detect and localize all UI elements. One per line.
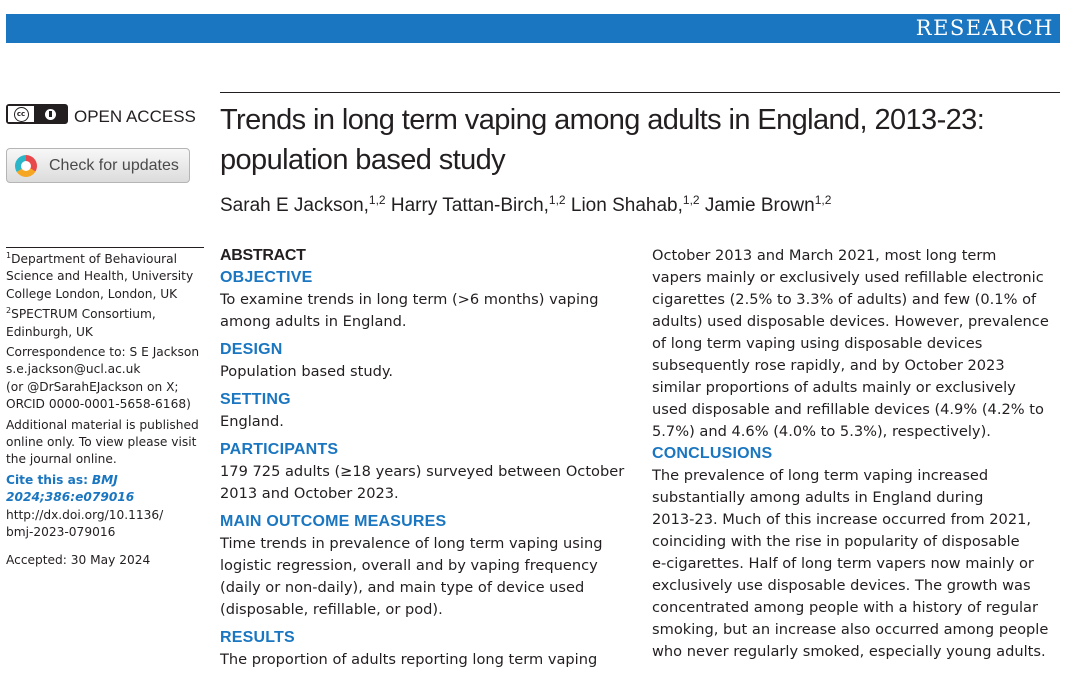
abstract-column-right bbox=[652, 245, 1064, 663]
title-divider bbox=[220, 92, 1060, 93]
body-line: logistic regression, overall and by vaping frequency bbox=[220, 557, 598, 574]
accepted-value: 30 May 2024 bbox=[66, 552, 151, 567]
author-affiliation: 1,2 bbox=[548, 193, 566, 207]
section-heading: SETTING bbox=[220, 391, 291, 408]
additional-line: the journal online. bbox=[6, 452, 117, 467]
body-line: To examine trends in long term (>6 months) vaping bbox=[220, 291, 599, 308]
body-line: cigarettes (2.5% to 3.3% of adults) and few (0.1% of bbox=[652, 291, 1037, 308]
doi-link-continued[interactable]: bmj-2023-079016 bbox=[6, 525, 116, 540]
article-sidebar bbox=[6, 251, 206, 572]
body-line: used disposable and refillable devices (4.9% (4.2% to bbox=[652, 401, 1044, 418]
accepted-date bbox=[6, 552, 206, 569]
citation bbox=[6, 472, 206, 542]
check-for-updates-label: Check for updates bbox=[49, 156, 179, 174]
body-line: The proportion of adults reporting long term vaping bbox=[220, 651, 598, 668]
section-heading: RESULTS bbox=[220, 629, 295, 646]
body-line: concentrated among people with a history of regular bbox=[652, 599, 1038, 616]
affiliation-line: College London, London, UK bbox=[6, 286, 178, 301]
abstract-column-left bbox=[220, 245, 632, 671]
body-line: similar proportions of adults mainly or exclusively bbox=[652, 379, 1016, 396]
accepted-label: Accepted: bbox=[6, 552, 67, 567]
correspondence-line: ORCID 0000-0001-5658-6168) bbox=[6, 397, 191, 412]
correspondence bbox=[6, 344, 206, 414]
author-name[interactable]: Harry Tattan-Birch, bbox=[390, 195, 549, 216]
body-line: October 2013 and March 2021, most long term bbox=[652, 247, 997, 264]
correspondence-line: (or @DrSarahEJackson on X; bbox=[6, 379, 179, 394]
author-list bbox=[220, 194, 831, 218]
body-line: e-cigarettes. Half of long term vapers now mainly or bbox=[652, 555, 1034, 572]
body-line: Population based study. bbox=[220, 363, 394, 380]
section-label: RESEARCH bbox=[915, 16, 1054, 40]
body-line: coinciding with the rise in popularity of disposable bbox=[652, 533, 1020, 550]
author-affiliation: 1,2 bbox=[814, 193, 832, 207]
affiliation-1 bbox=[6, 251, 206, 303]
body-line: (disposable, refillable, or pod). bbox=[220, 601, 443, 618]
section-heading: DESIGN bbox=[220, 341, 283, 358]
title-line: population based study bbox=[220, 144, 506, 176]
creative-commons-badge-icon[interactable]: cc bbox=[6, 104, 68, 124]
affiliation-number: 2 bbox=[6, 306, 12, 316]
body-line: 2013-23. Much of this increase occurred from 2021, bbox=[652, 511, 1032, 528]
crossmark-icon bbox=[15, 155, 37, 177]
sidebar-divider bbox=[6, 247, 204, 248]
correspondence-label: Correspondence to: bbox=[6, 345, 126, 360]
affiliation-line: SPECTRUM Consortium, bbox=[11, 307, 156, 322]
section-banner bbox=[6, 14, 1060, 43]
body-line: exclusively use disposable devices. The growth was bbox=[652, 577, 1031, 594]
section-heading: PARTICIPANTS bbox=[220, 441, 339, 458]
body-line: (daily or non-daily), and main type of device used bbox=[220, 579, 585, 596]
body-line: who never regularly smoked, especially young adults. bbox=[652, 643, 1046, 660]
title-line: Trends in long term vaping among adults in England, 2013-23: bbox=[220, 104, 985, 136]
body-line: 2013 and October 2023. bbox=[220, 485, 399, 502]
affiliation-line: Department of Behavioural bbox=[11, 252, 178, 266]
open-access-label: OPEN ACCESS bbox=[74, 107, 196, 126]
body-line: adults) used disposable devices. However, prevalence bbox=[652, 313, 1049, 330]
check-for-updates-button[interactable] bbox=[6, 148, 190, 183]
body-line: vapers mainly or exclusively used refillable electronic bbox=[652, 269, 1044, 286]
section-heading: MAIN OUTCOME MEASURES bbox=[220, 513, 447, 530]
correspondence-name: S E Jackson bbox=[125, 345, 200, 360]
body-line: The prevalence of long term vaping increased bbox=[652, 467, 989, 484]
body-line: of long term vaping using disposable devices bbox=[652, 335, 983, 352]
affiliation-line: Science and Health, University bbox=[6, 269, 194, 284]
affiliation-number: 1 bbox=[6, 250, 12, 260]
affiliation-line: Edinburgh, UK bbox=[6, 324, 93, 339]
cite-value: BMJ 2024;386:e079016 bbox=[6, 472, 135, 505]
body-line: subsequently rose rapidly, and by October 2023 bbox=[652, 357, 1005, 374]
cite-label: Cite this as: bbox=[6, 472, 88, 487]
additional-material-note bbox=[6, 417, 206, 469]
body-line: among adults in England. bbox=[220, 313, 407, 330]
body-line: smoking, but an increase also occurred among people bbox=[652, 621, 1049, 638]
abstract-heading: ABSTRACT bbox=[220, 247, 306, 264]
correspondence-email-link[interactable]: s.e.jackson@ucl.ac.uk bbox=[6, 362, 141, 377]
section-heading: OBJECTIVE bbox=[220, 269, 313, 286]
additional-line: Additional material is published bbox=[6, 417, 199, 432]
author-name[interactable]: Jamie Brown bbox=[704, 195, 815, 216]
author-name[interactable]: Sarah E Jackson, bbox=[220, 195, 369, 216]
affiliation-2 bbox=[6, 306, 206, 341]
author-name[interactable]: Lion Shahab, bbox=[570, 195, 683, 216]
section-heading: CONCLUSIONS bbox=[652, 445, 773, 462]
body-line: 179 725 adults (≥18 years) surveyed between October bbox=[220, 463, 625, 480]
article-title bbox=[220, 100, 1060, 180]
doi-link[interactable]: http://dx.doi.org/10.1136/ bbox=[6, 507, 164, 522]
body-line: Time trends in prevalence of long term vaping using bbox=[220, 535, 603, 552]
author-affiliation: 1,2 bbox=[368, 193, 386, 207]
body-line: substantially among adults in England during bbox=[652, 489, 984, 506]
author-affiliation: 1,2 bbox=[682, 193, 700, 207]
body-line: 5.7%) and 4.6% (4.0% to 5.3%), respectively). bbox=[652, 423, 991, 440]
body-line: England. bbox=[220, 413, 284, 430]
additional-line: online only. To view please visit bbox=[6, 435, 197, 450]
